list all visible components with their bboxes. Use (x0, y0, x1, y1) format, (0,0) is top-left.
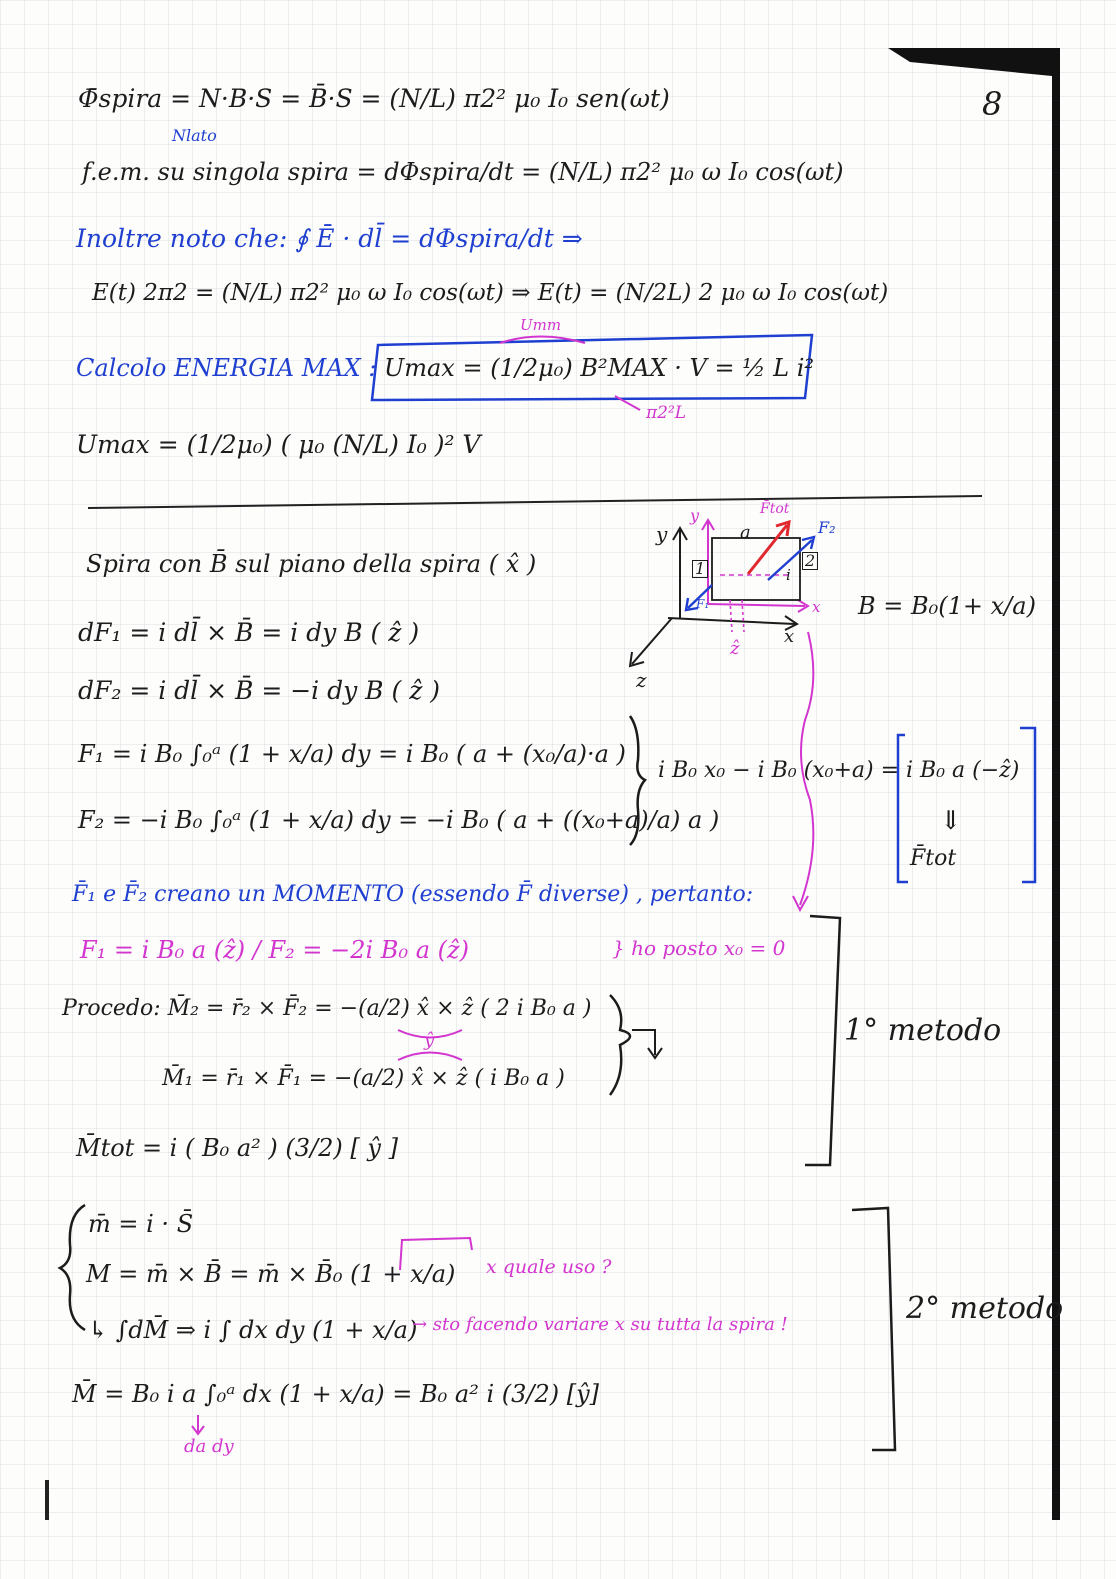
n-lato-note: Nlato (172, 126, 217, 145)
result-arrow: ⇓ (940, 806, 962, 836)
loop-title: Spira con B̄ sul piano della spira ( x̂ ) (86, 550, 537, 578)
wire-1-label: 1 (692, 560, 708, 578)
which-x-note: x quale uso ? (486, 1256, 612, 1278)
forces-substituted: F₁ = i B₀ a (ẑ) / F₂ = −2i B₀ a (ẑ) (80, 936, 470, 964)
section-divider (88, 496, 982, 508)
moment-intro: F̄₁ e F̄₂ creano un MOMENTO (essendo F̄ diverse) , pertanto: (72, 882, 754, 907)
axis-y-label: y (656, 522, 668, 546)
axis-x-label: x (784, 626, 795, 647)
magnetic-moment-def: m̄ = i · S̄ (88, 1210, 194, 1238)
pink-x-label: x (812, 598, 821, 616)
moment-2-line: Procedo: M̄₂ = r̄₂ × F̄₂ = −(a/2) x̂ × ẑ ( 2 i B₀ a ) (62, 996, 592, 1021)
force-sum: i B₀ x₀ − i B₀ (x₀+a) = i B₀ a (−ẑ) (658, 758, 1020, 783)
moment-total: M̄tot = i ( B₀ a² ) (3/2) [ ŷ ] (76, 1134, 398, 1162)
current-label: i (786, 566, 791, 584)
pink-z-label: ẑ (730, 638, 740, 659)
umm-note: Umm (520, 316, 562, 334)
wire-2-label: 2 (802, 552, 818, 570)
method2-bracket (852, 1208, 895, 1450)
axis-z-label: z (636, 668, 647, 692)
side-a-label: a (740, 522, 751, 543)
field-formula: B = B₀(1+ x/a) (858, 592, 1036, 620)
f2-diagram-label: F₂ (818, 518, 836, 537)
df2-line: dF₂ = i dl̄ × B̄ = −i dy B ( ẑ ) (78, 676, 441, 705)
electric-field-line: E(t) 2π2 = (N/L) π2² μ₀ ω I₀ cos(ωt) ⇒ E(t) = (N/2L) 2 μ₀ ω I₀ cos(ωt) (92, 280, 889, 306)
faraday-line: Inoltre noto che: ∮ Ē · dl̄ = dΦspira/dt ⇒ (76, 224, 583, 253)
variation-note: → sto facendo variare x su tutta la spira ! (412, 1314, 788, 1335)
left-edge-shadow (45, 1480, 49, 1520)
y-hat-note: ŷ (424, 1030, 435, 1051)
page-number: 8 (982, 85, 1003, 123)
energy-label: Calcolo ENERGIA MAX : (76, 354, 377, 382)
x0-zero-note: } ho posto x₀ = 0 (612, 936, 786, 960)
umax-line: Umax = (1/2μ₀) ( μ₀ (N/L) I₀ )² V (76, 430, 481, 459)
volume-note: π2²L (646, 403, 687, 423)
torque-def: M = m̄ × B̄ = m̄ × B̄₀ (1 + x/a) (86, 1260, 456, 1288)
method1-bracket (805, 916, 840, 1165)
result-box-right (1020, 728, 1035, 882)
cross-overbrace (398, 1053, 462, 1061)
method-2-label: 2° metodo (906, 1291, 1064, 1326)
pink-y-label: y (690, 506, 700, 525)
torque-result: M̄ = B₀ i a ∫₀ᵃ dx (1 + x/a) = B₀ a² i (3/2) [ŷ] (72, 1380, 600, 1408)
f2-line: F₂ = −i B₀ ∫₀ᵃ (1 + x/a) dy = −i B₀ ( a + ((x₀+a)/a) a ) (78, 806, 720, 834)
from-dy-note: da dy (184, 1436, 234, 1457)
f1-line: F₁ = i B₀ ∫₀ᵃ (1 + x/a) dy = i B₀ ( a + (x₀/a)·a ) (78, 740, 626, 768)
energy-formula: Umax = (1/2μ₀) B²MAX · V = ½ L i² (384, 354, 814, 382)
flux-line: Φ̄spira = N·B·S = B̄·S = (N/L) π2² μ₀ I₀ sen(ωt) (78, 84, 670, 113)
pink-axis-x (708, 604, 805, 606)
moments-arrow (632, 1030, 662, 1058)
method2-left-brace (60, 1205, 85, 1330)
ftot-diagram-label: F̄tot (760, 501, 790, 517)
emf-line: f.e.m. su singola spira = dΦspira/dt = (N/L) π2² μ₀ ω I₀ cos(ωt) (82, 158, 844, 186)
a-down-arrow (192, 1415, 204, 1434)
method-1-label: 1° metodo (844, 1013, 1002, 1048)
moment-1-line: M̄₁ = r̄₁ × F̄₁ = −(a/2) x̂ × ẑ ( i B₀ a ) (162, 1066, 565, 1091)
f1-diagram-label: F₁ (696, 597, 710, 611)
df1-line: dF₁ = i dl̄ × B̄ = i dy B ( ẑ ) (78, 618, 420, 647)
axis-z-line (632, 618, 672, 664)
moments-brace (610, 995, 630, 1095)
torque-integral: ↳ ∫dM̄ ⇒ i ∫ dx dy (1 + x/a) (88, 1316, 418, 1344)
ftot-result: F̄tot (910, 846, 957, 871)
